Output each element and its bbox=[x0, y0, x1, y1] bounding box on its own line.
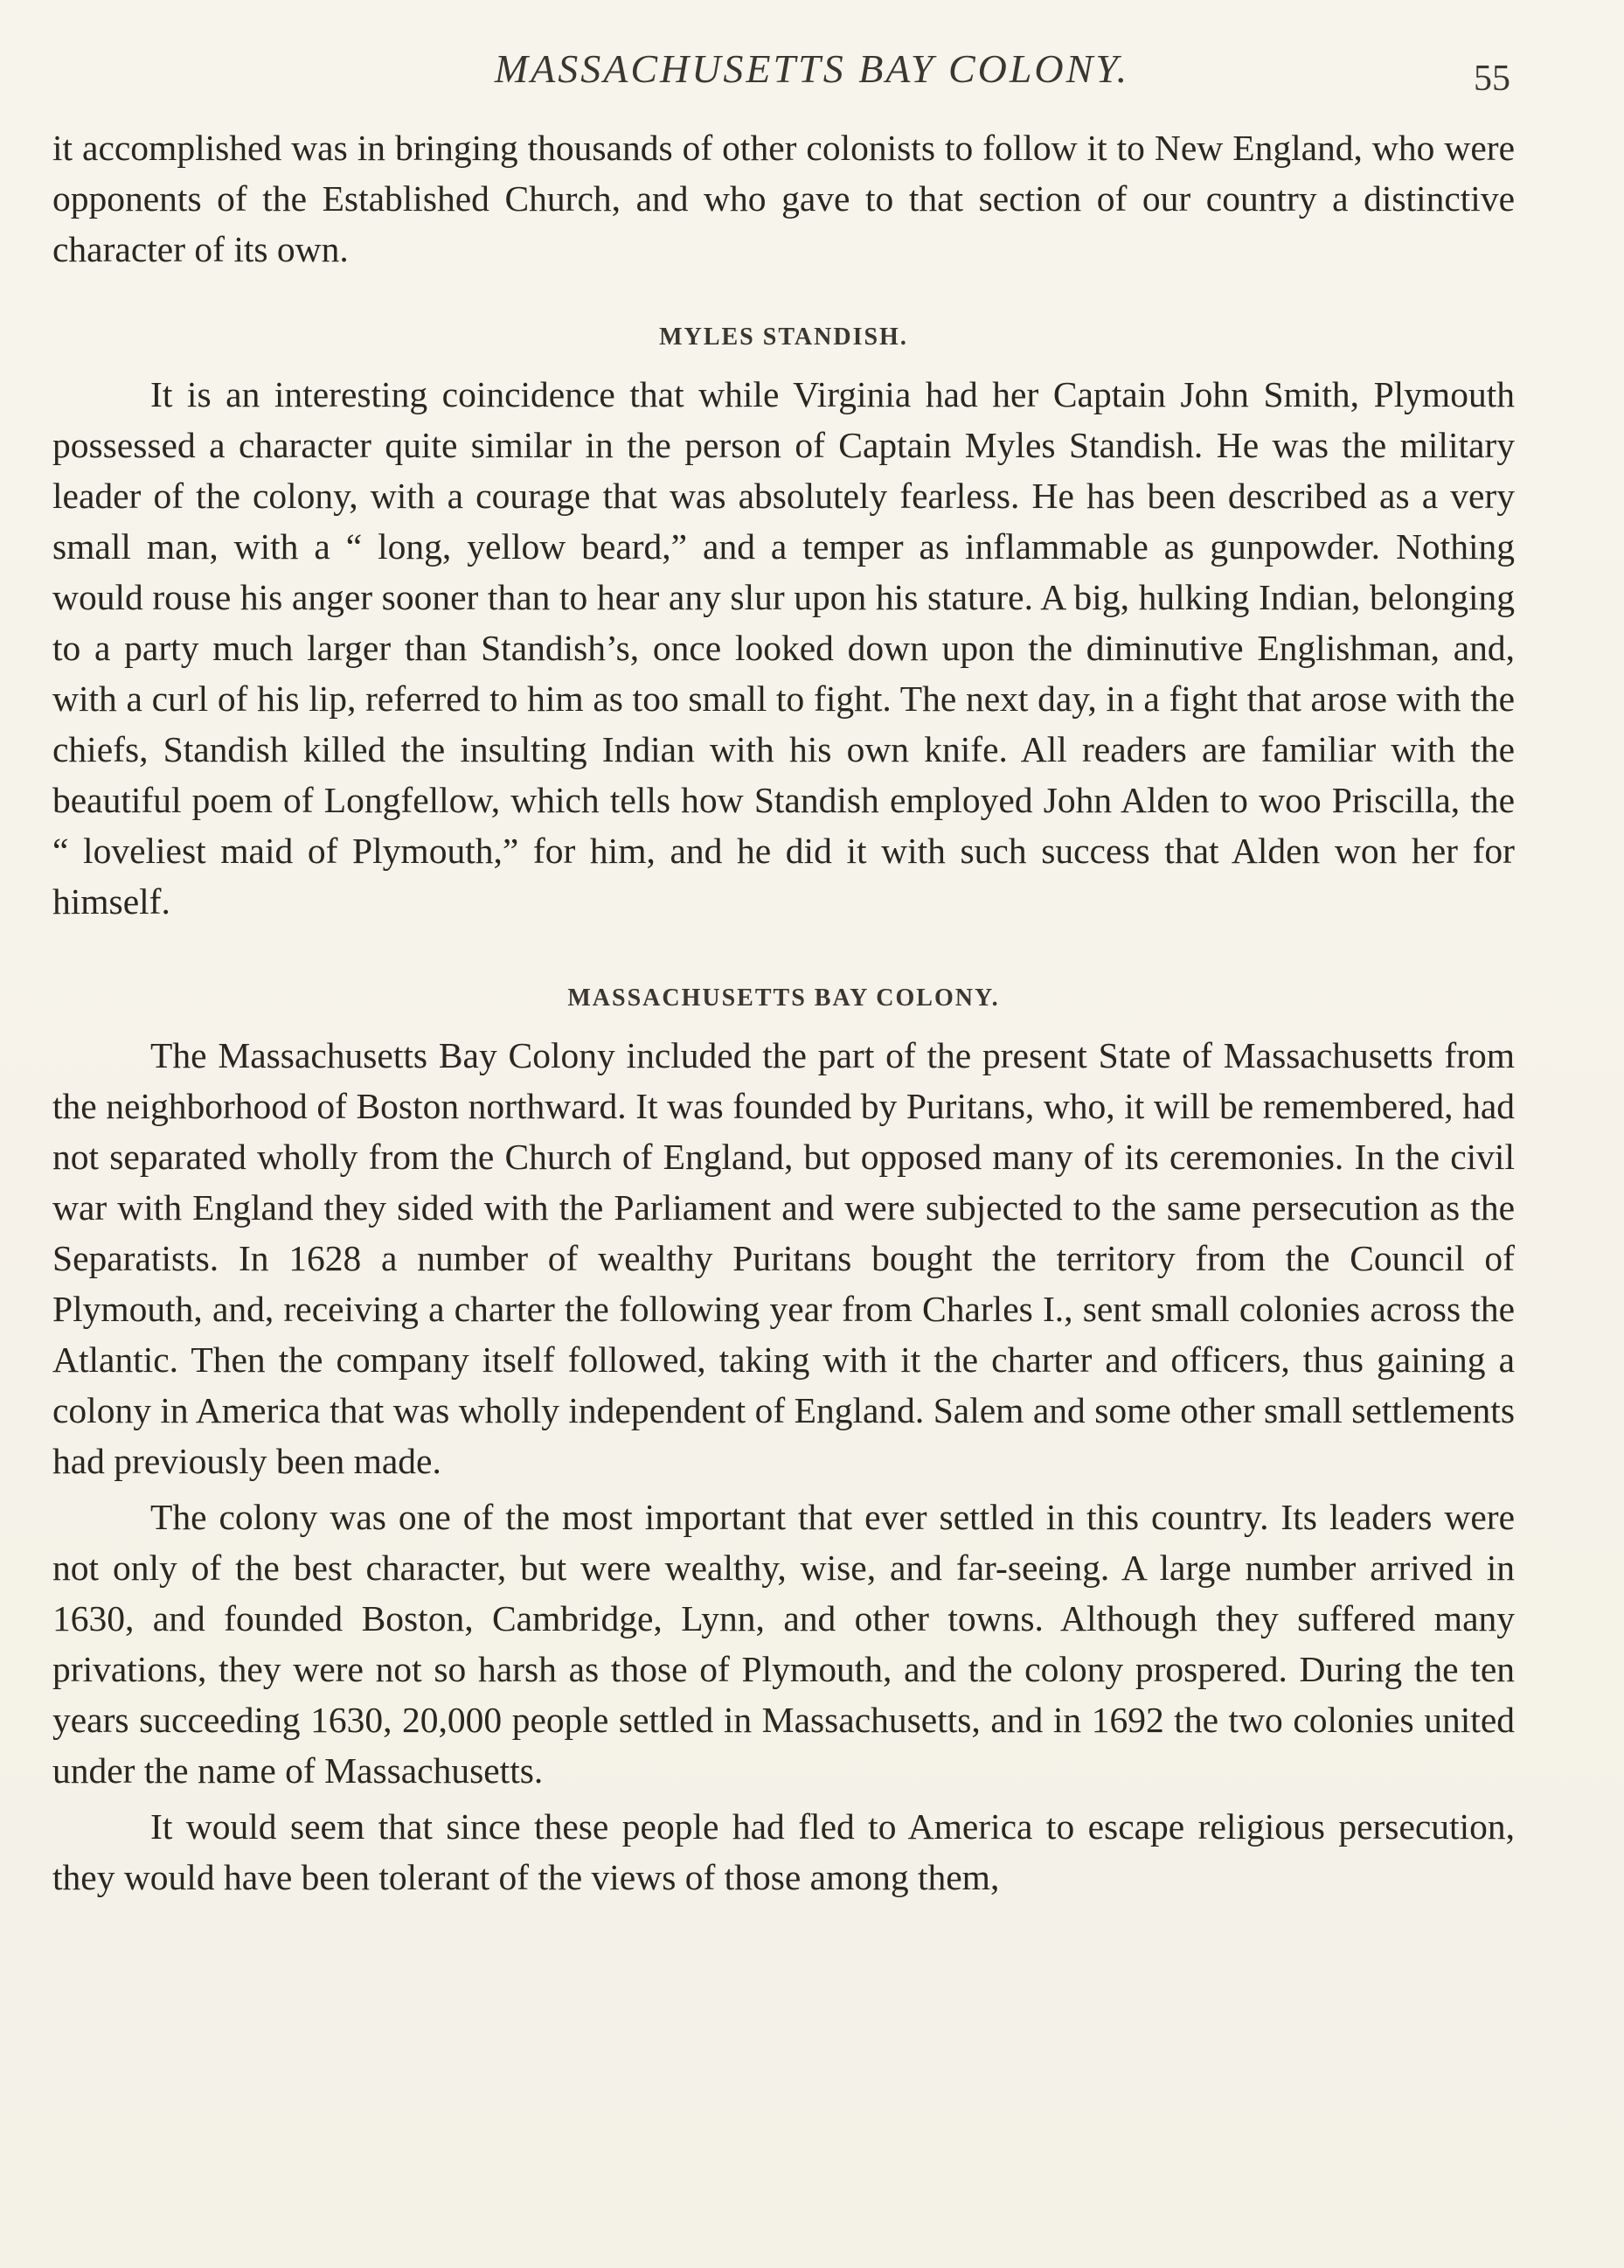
running-title: MASSACHUSETTS BAY COLONY. bbox=[494, 46, 1130, 91]
page-number: 55 bbox=[1474, 59, 1510, 99]
section-heading-massachusetts-bay: MASSACHUSETTS BAY COLONY. bbox=[567, 984, 1000, 1012]
section-heading-myles-standish: MYLES STANDISH. bbox=[659, 324, 908, 351]
massachusetts-bay-paragraph-2: The colony was one of the most important that ever settled in this country. Its leaders were not only of the best character, but were wealthy, wise, and far-seeing. A large number arrived in 1630, and founded Boston, Cambridge, Lynn, and other towns. Although they suffered many privations, they were not so harsh as those of Plymouth, and the colony prospered. During the ten years succeeding 1630, 20,000 people settled in Massachusetts, and in 1692 the two colonies united under the name of Massachusetts. bbox=[52, 1497, 1515, 1791]
running-head bbox=[0, 45, 1624, 98]
intro-paragraph: it accomplished was in bringing thousands of other colonists to follow it to New England, who were opponents of the Established Church, and who gave to that section of our country a distinctive character of its own. bbox=[52, 128, 1515, 269]
massachusetts-bay-paragraph-1: The Massachusetts Bay Colony included the part of the present State of Massachusetts from the neighborhood of Boston northward. It was founded by Puritans, who, it will be remembered, had not separated wholly from the Church of England, but opposed many of its ceremonies. In the civil war with England they sided with the Parliament and were subjected to the same persecution as the Separatists. In 1628 a number of wealthy Puritans bought the territory from the Council of Plymouth, and, receiving a charter the following year from Charles I., sent small colonies across the Atlantic. Then the company itself followed, taking with it the charter and officers, thus gaining a colony in America that was wholly independent of England. Salem and some other small settlements had previously been made. bbox=[52, 1035, 1515, 1481]
body-text bbox=[52, 122, 1515, 1903]
massachusetts-bay-paragraph-3: It would seem that since these people had fled to America to escape religious persecution, they would have been tolerant of the views of those among them, bbox=[52, 1806, 1515, 1897]
myles-standish-paragraph: It is an interesting coincidence that while Virginia had her Captain John Smith, Plymouth possessed a character quite similar in the person of Captain Myles Standish. He was the military leader of the colony, with a courage that was absolutely fearless. He has been described as a very small man, with a “ long, yellow beard,” and a temper as inflammable as gunpowder. Nothing would rouse his anger sooner than to hear any slur upon his stature. A big, hulking Indian, belonging to a party much larger than Standish’s, once looked down upon the diminutive Englishman, and, with a curl of his lip, referred to him as too small to fight. The next day, in a fight that arose with the chiefs, Standish killed the insulting Indian with his own knife. All readers are familiar with the beautiful poem of Longfellow, which tells how Standish employed John Alden to woo Priscilla, the “ loveliest maid of Plymouth,” for him, and he did it with such success that Alden won her for himself. bbox=[52, 374, 1515, 922]
